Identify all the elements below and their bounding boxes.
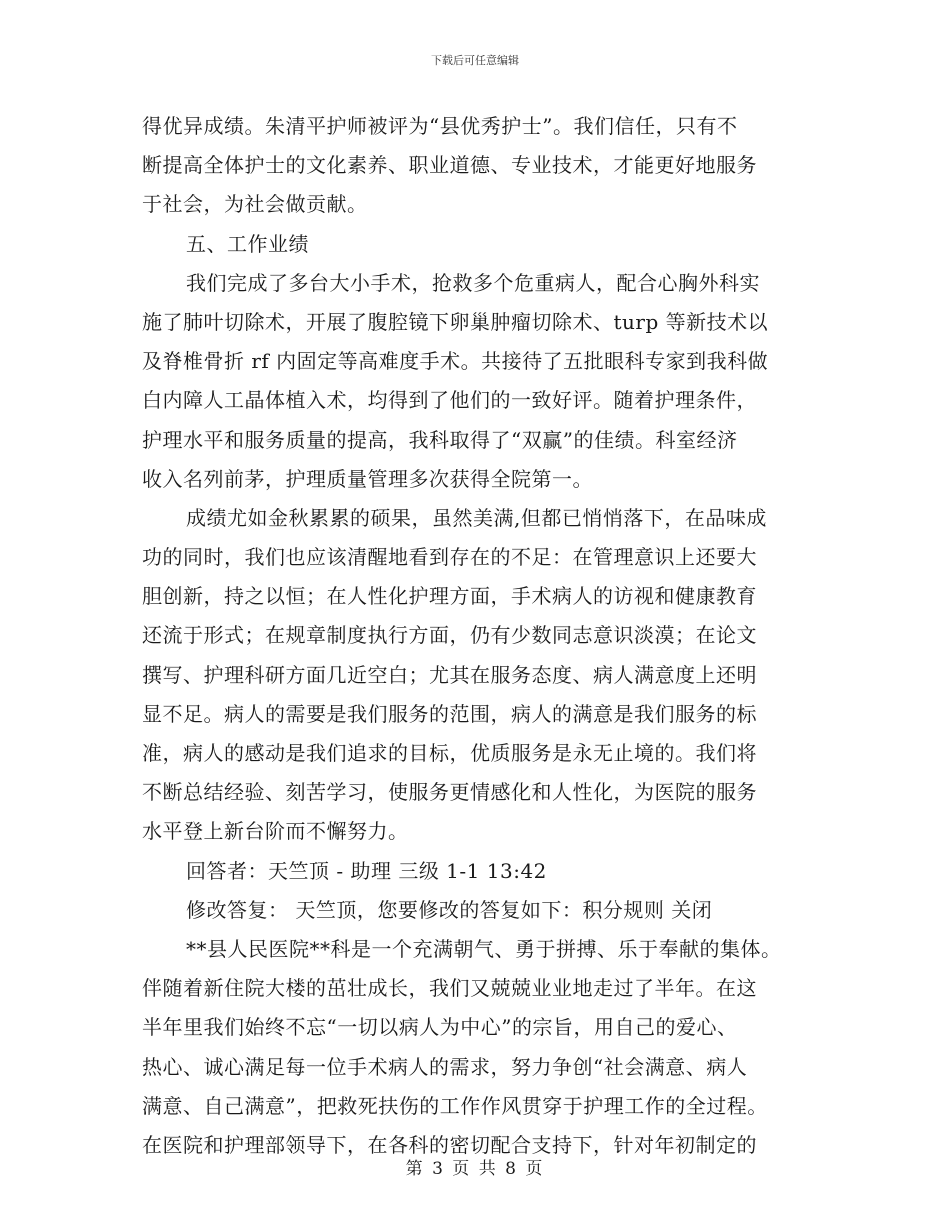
text-line: 我们完成了多台大小手术，抢救多个危重病人，配合心胸外科实 <box>186 270 760 295</box>
text-line: 断提高全体护士的文化素养、职业道德、专业技术，才能更好地服务 <box>142 153 757 178</box>
text-line: 还流于形式；在规章制度执行方面，仍有少数同志意识淡漠；在论文 <box>142 623 757 648</box>
text-line: **县人民医院**科是一个充满朝气、勇于拼搏、乐于奉献的集体。 <box>186 936 782 961</box>
text-line: 得优异成绩。朱清平护师被评为“县优秀护士”。我们信任，只有不 <box>142 114 738 138</box>
text-line: 满意、自己满意”，把救死扶伤的工作作风贯穿于护理工作的全过程。 <box>142 1093 768 1118</box>
text-line: 撰写、护理科研方面几近空白；尤其在服务态度、病人满意度上还明 <box>142 662 757 687</box>
text-line: 于社会，为社会做贡献。 <box>142 192 368 217</box>
text-line: 半年里我们始终不忘“一切以病人为中心”的宗旨，用自己的爱心、 <box>142 1015 738 1040</box>
text-line: 不断总结经验、刻苦学习，使服务更情感化和人性化，为医院的服务 <box>142 780 757 805</box>
text-line: 在医院和护理部领导下，在各科的密切配合支持下，针对年初制定的 <box>142 1132 757 1157</box>
text-line: 护理水平和服务质量的提高，我科取得了“双赢”的佳绩。科室经济 <box>142 427 738 452</box>
text-line: 功的同时，我们也应该清醒地看到存在的不足：在管理意识上还要大 <box>142 545 757 570</box>
page-header: 下载后可任意编辑 <box>431 54 519 67</box>
text-line: 及脊椎骨折 rf 内固定等高难度手术。共接待了五批眼科专家到我科做 <box>142 349 769 374</box>
text-line: 修改答复： 天竺顶，您要修改的答复如下：积分规则 关闭 <box>186 897 713 922</box>
text-line: 显不足。病人的需要是我们服务的范围，病人的满意是我们服务的标 <box>142 701 757 726</box>
text-line: 水平登上新台阶而不懈努力。 <box>142 819 409 844</box>
text-line: 伴随着新住院大楼的茁壮成长，我们又兢兢业业地走过了半年。在这 <box>142 976 757 1001</box>
text-line: 白内障人工晶体植入术，均得到了他们的一致好评。随着护理条件， <box>142 388 757 413</box>
text-line: 胆创新，持之以恒；在人性化护理方面，手术病人的访视和健康教育 <box>142 584 757 609</box>
text-line: 收入名列前茅，护理质量管理多次获得全院第一。 <box>142 466 593 491</box>
text-line: 施了肺叶切除术，开展了腹腔镜下卵巢肿瘤切除术、turp 等新技术以 <box>142 309 769 334</box>
text-line: 热心、诚心满足每一位手术病人的需求，努力争创“社会满意、病人 <box>142 1054 748 1079</box>
page-footer: 第 3 页 共 8 页 <box>405 1159 545 1179</box>
document-body <box>142 107 812 1165</box>
text-line: 五、工作业绩 <box>186 231 309 256</box>
text-line: 成绩尤如金秋累累的硕果，虽然美满,但都已悄悄落下，在品味成 <box>186 505 767 530</box>
text-line: 回答者：天竺顶 - 助理 三级 1-1 13:42 <box>186 858 547 883</box>
text-line: 准，病人的感动是我们追求的目标，优质服务是永无止境的。我们将 <box>142 741 757 765</box>
